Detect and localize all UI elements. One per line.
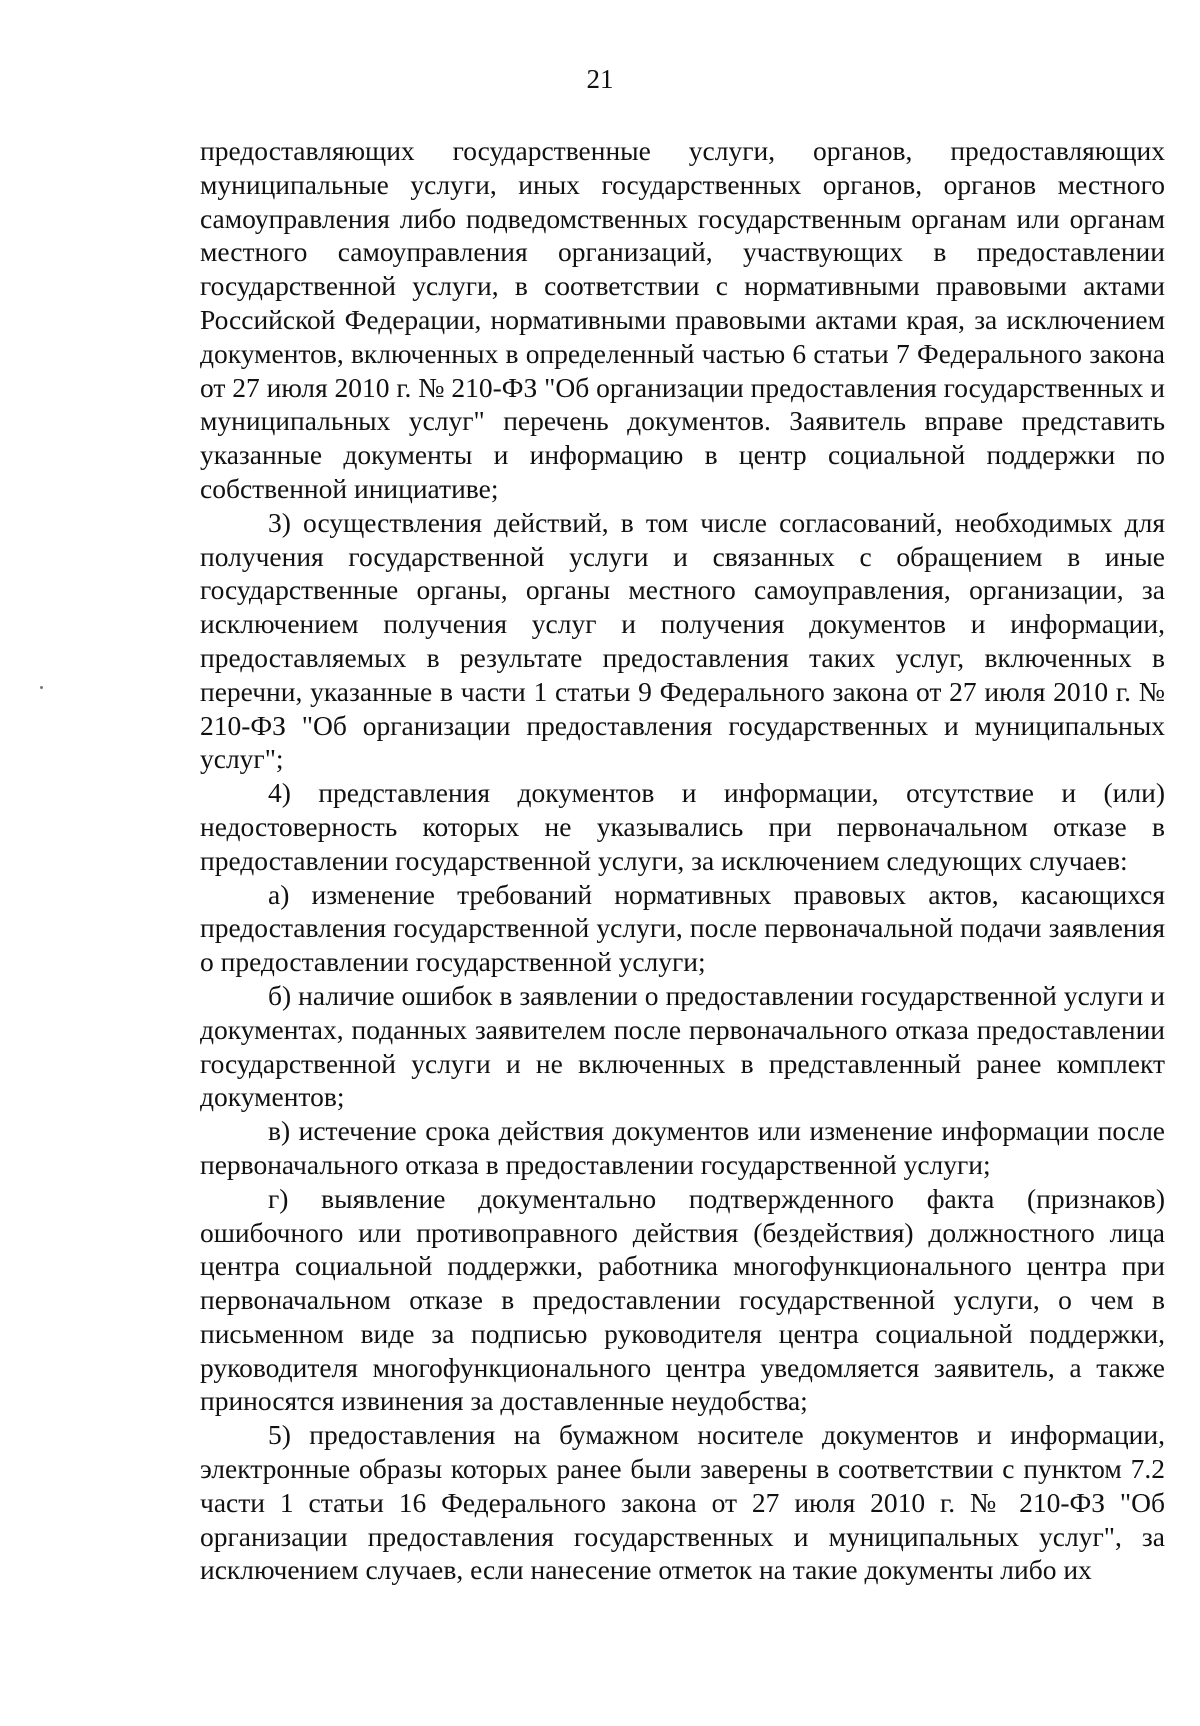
paragraph-subitem-a: а) изменение требований нормативных правовых актов, касающихся предоставления государственной услуги, после первоначальной подачи заявления о предоставлении государственной услуги; xyxy=(200,878,1165,978)
paragraph-continuation: предоставляющих государственные услуги, органов, предоставляющих муниципальные услуги, иных государственных органов, органов местного самоуправления либо подведомственных государственным органам или органам местного самоуправления организаций, участвующих в предоставлении государственной услуги, в соответствии с нормативными правовыми актами Российской Федерации, нормативными правовыми актами края, за исключением документов, включенных в определенный частью 6 статьи 7 Федерального закона от 27 июля 2010 г. № 210-ФЗ "Об организации предоставления государственных и муниципальных услуг" перечень документов. Заявитель вправе представить указанные документы и информацию в центр социальной поддержки по собственной инициативе; xyxy=(200,135,1165,504)
paragraph-subitem-b: б) наличие ошибок в заявлении о предоставлении государственной услуги и документах, поданных заявителем после первоначального отказа предоставлении государственной услуги и не включенных в представленный ранее комплект документов; xyxy=(200,979,1165,1113)
body-text xyxy=(200,134,1165,1587)
paragraph-subitem-g: г) выявление документально подтвержденного факта (признаков) ошибочного или противоправного действия (бездействия) должностного лица центра социальной поддержки, работника многофункционального центра при первоначальном отказе в предоставлении государственной услуги, о чем в письменном виде за подписью руководителя центра социальной поддержки, руководителя многофункционального центра уведомляется заявитель, а также приносятся извинения за доставленные неудобства; xyxy=(200,1182,1165,1417)
paragraph-item-3: 3) осуществления действий, в том числе согласований, необходимых для получения государственной услуги и связанных с обращением в иные государственные органы, органы местного самоуправления, организации, за исключением получения услуг и получения документов и информации, предоставляемых в результате предоставления таких услуг, включенных в перечни, указанные в части 1 статьи 9 Федерального закона от 27 июля 2010 г. № 210-ФЗ "Об организации предоставления государственных и муниципальных услуг"; xyxy=(200,506,1165,775)
paragraph-subitem-v: в) истечение срока действия документов или изменение информации после первоначального отказа в предоставлении государственной услуги; xyxy=(200,1115,1165,1180)
scan-speck xyxy=(40,686,43,689)
paragraph-item-5: 5) предоставления на бумажном носителе документов и информации, электронные образы которых ранее были заверены в соответствии с пунктом 7.2 части 1 статьи 16 Федерального закона от 27 июля 2010 г. № 210-ФЗ "Об организации предоставления государственных и муниципальных услуг", за исключением случаев, если нанесение отметок на такие документы либо их xyxy=(200,1419,1165,1586)
page-number: 21 xyxy=(586,64,614,94)
paragraph-item-4: 4) представления документов и информации, отсутствие и (или) недостоверность которых не указывались при первоначальном отказе в предоставлении государственной услуги, за исключением следующих случаев: xyxy=(200,777,1165,876)
